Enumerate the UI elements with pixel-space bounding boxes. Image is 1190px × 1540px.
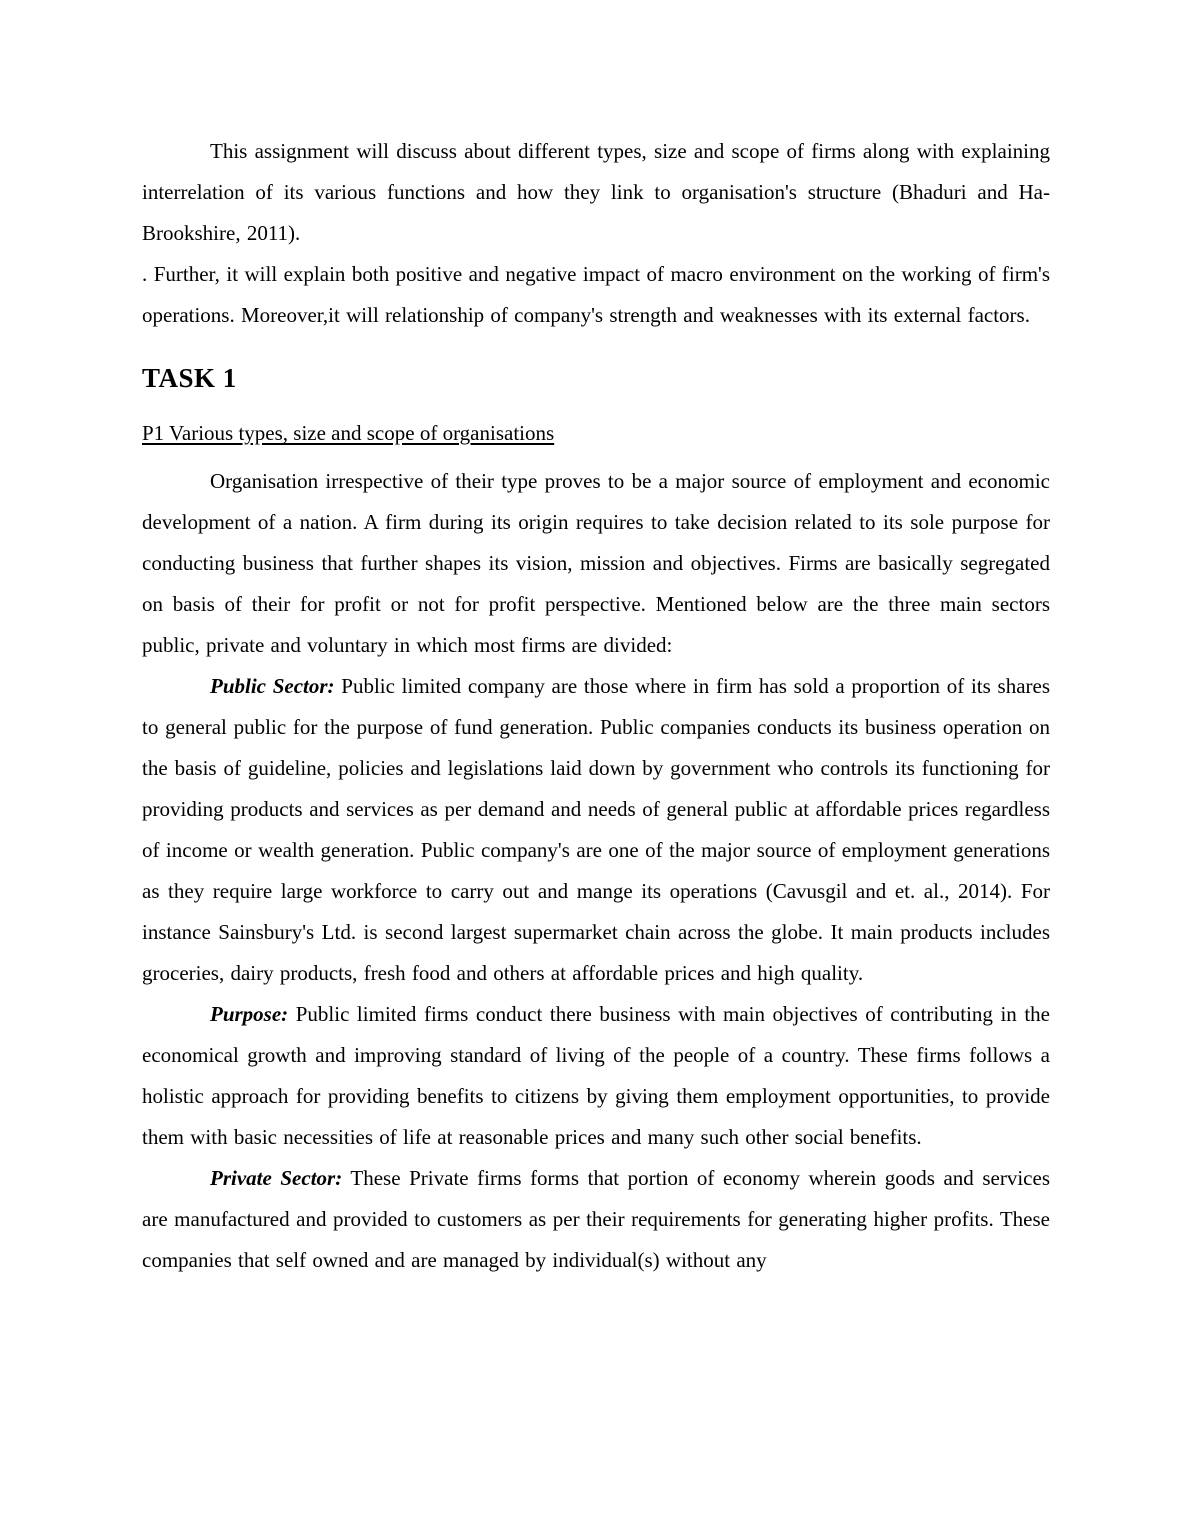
paragraph-intro-2: . Further, it will explain both positive and negative impact of macro environment on the working of firm's operations. Moreover,it will relationship of company's strength and weaknesses with its external factors.	[142, 262, 1050, 327]
purpose-label: Purpose:	[210, 1002, 289, 1026]
public-sector-text: Public limited company are those where in firm has sold a proportion of its shares to general public for the purpose of fund generation. Public companies conducts its business operation on the basis of guideline, policies and legislations laid down by government who controls its functioning for providing products and services as per demand and needs of general public at affordable prices regardless of income or wealth generation. Public company's are one of the major source of employment generations as they require large workforce to carry out and mange its operations (Cavusgil and et. al., 2014). For instance Sainsbury's Ltd. is second largest supermarket chain across the globe. It main products includes groceries, dairy products, fresh food and others at affordable prices and high quality.	[142, 674, 1050, 985]
subheading-p1-text: P1 Various types, size and scope of organisations	[142, 421, 555, 445]
private-sector-text: These Private firms forms that portion of economy wherein goods and services are manufactured and provided to customers as per their requirements for generating higher profits. These companies that self owned and are managed by individual(s) without any	[142, 1166, 1050, 1272]
paragraph-intro-1: This assignment will discuss about different types, size and scope of firms along with explaining interrelation of its various functions and how they link to organisation's structure (Bhaduri and Ha-Brookshire, 2011).	[142, 139, 1050, 245]
public-sector-label: Public Sector:	[210, 674, 335, 698]
private-sector-label: Private Sector:	[210, 1166, 343, 1190]
heading-task1: TASK 1	[142, 363, 237, 393]
paragraph-public-sector	[142, 666, 1050, 994]
purpose-text: Public limited firms conduct there business with main objectives of contributing in the economical growth and improving standard of living of the people of a country. These firms follows a holistic approach for providing benefits to citizens by giving them employment opportunities, to provide them with basic necessities of life at reasonable prices and many such other social benefits.	[142, 1002, 1050, 1149]
paragraph-private-sector	[142, 1158, 1050, 1281]
subheading-p1	[142, 418, 1050, 448]
paragraph-overview: Organisation irrespective of their type proves to be a major source of employment and economic development of a nation. A firm during its origin requires to take decision related to its sole purpose for conducting business that further shapes its vision, mission and objectives. Firms are basically segregated on basis of their for profit or not for profit perspective. Mentioned below are the three main sectors public, private and voluntary in which most firms are divided:	[142, 469, 1050, 657]
paragraph-purpose	[142, 994, 1050, 1158]
